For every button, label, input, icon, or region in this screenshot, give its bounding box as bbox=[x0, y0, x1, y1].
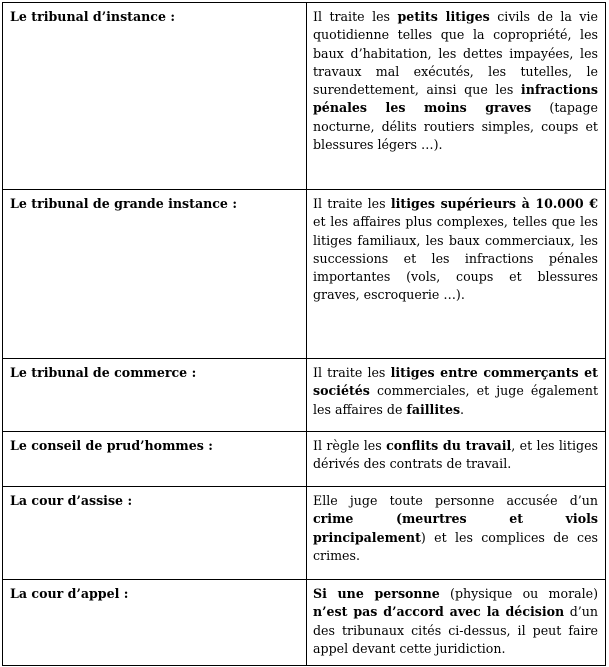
table-row bbox=[3, 359, 606, 432]
court-description: Il traite les petits litiges civils de la vie quotidienne telles que la copropriété, les baux d’habitation, les dettes impayées, les travaux mal exécutés, les tutelles, le surendettement, ainsi que les infractions pénales les moins graves (tapage nocturne, délits routiers simples, coups et blessures légers …). bbox=[307, 3, 606, 190]
table-row bbox=[3, 3, 606, 190]
court-description: Il traite les litiges supérieurs à 10.000 € et les affaires plus complexes, telles que les litiges familiaux, les baux commerciaux, les successions et les infractions pénales importantes (vols, coups et blessures graves, escroquerie …). bbox=[307, 190, 606, 359]
court-name: Le tribunal d’instance : bbox=[3, 3, 307, 190]
court-description: Si une personne (physique ou morale) n’est pas d’accord avec la décision d’un des tribunaux cités ci-dessus, il peut faire appel devant cette juridiction. bbox=[307, 580, 606, 666]
table-row bbox=[3, 190, 606, 359]
court-name: Le tribunal de grande instance : bbox=[3, 190, 307, 359]
courts-table bbox=[2, 2, 606, 666]
court-name: La cour d’appel : bbox=[3, 580, 307, 666]
table-row bbox=[3, 432, 606, 487]
table-row bbox=[3, 487, 606, 580]
court-description: Il règle les conflits du travail, et les litiges dérivés des contrats de travail. bbox=[307, 432, 606, 487]
court-name: Le tribunal de commerce : bbox=[3, 359, 307, 432]
court-name: Le conseil de prud’hommes : bbox=[3, 432, 307, 487]
court-description: Elle juge toute personne accusée d’un crime (meurtres et viols principalement) et les complices de ces crimes. bbox=[307, 487, 606, 580]
table-row bbox=[3, 580, 606, 666]
court-name: La cour d’assise : bbox=[3, 487, 307, 580]
court-description: Il traite les litiges entre commerçants et sociétés commerciales, et juge également les affaires de faillites. bbox=[307, 359, 606, 432]
